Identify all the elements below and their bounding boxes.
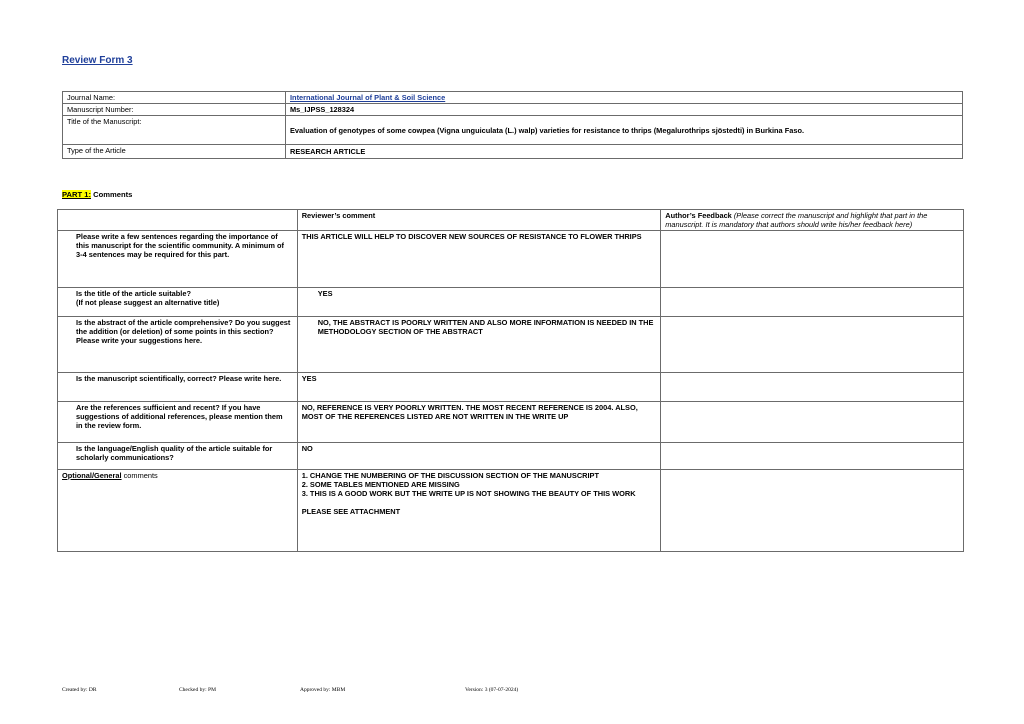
footer-created-by: Created by: DR (62, 687, 97, 693)
manuscript-info-table (62, 91, 963, 159)
review-comment: YES (297, 288, 661, 317)
review-comment: THIS ARTICLE WILL HELP TO DISCOVER NEW SOURCES OF RESISTANCE TO FLOWER THRIPS (297, 231, 661, 288)
review-row (58, 231, 964, 288)
footer-approved-by: Approved by: MBM (300, 687, 346, 693)
review-question: Are the references sufficient and recent? If you have suggestions of additional references, please mention them in the review form. (58, 402, 298, 443)
manuscript-number-label: Manuscript Number: (63, 104, 286, 116)
review-comment: YES (297, 373, 661, 402)
review-row (58, 402, 964, 443)
journal-link[interactable]: International Journal of Plant & Soil Science (286, 92, 963, 104)
review-question: Is the title of the article suitable? (If not please suggest an alternative title) (58, 288, 298, 317)
optional-line: 2. SOME TABLES MENTIONED ARE MISSING (301, 480, 460, 489)
optional-comments-text (297, 470, 661, 552)
review-question: Is the language/English quality of the article suitable for scholarly communications? (58, 443, 298, 470)
article-type-value: RESEARCH ARTICLE (286, 145, 963, 159)
optional-comments-row (58, 470, 964, 552)
author-feedback-cell[interactable] (661, 443, 964, 470)
author-feedback-header (661, 210, 964, 231)
author-feedback-cell[interactable] (661, 373, 964, 402)
form-title: Review Form 3 (62, 55, 133, 66)
author-feedback-note: (Please correct the manuscript and highlight that part in the manuscript. It is mandatory that authors should write his/her feedback here) (665, 211, 928, 229)
review-row (58, 443, 964, 470)
author-feedback-cell[interactable] (661, 402, 964, 443)
manuscript-title-value: Evaluation of genotypes of some cowpea (Vigna unguiculata (L.) walp) varieties for resistance to thrips (Megalurothrips sjöstedti) in Burkina Faso. (286, 116, 963, 145)
header-empty-cell (58, 210, 298, 231)
optional-line: PLEASE SEE ATTACHMENT (301, 507, 401, 516)
part-title: Comments (90, 190, 133, 199)
optional-label-bold: Optional/General (62, 471, 122, 480)
footer-version: Version: 3 (07-07-2024) (465, 687, 519, 693)
review-question: Is the abstract of the article comprehensive? Do you suggest the addition (or deletion) of some points in this section? Please write your suggestions here. (58, 317, 298, 373)
article-type-row (63, 145, 963, 159)
review-row (58, 288, 964, 317)
optional-comments-label (58, 470, 298, 552)
optional-label-rest: comments (121, 471, 158, 480)
review-question: Please write a few sentences regarding the importance of this manuscript for the scientific community. A minimum of 3-4 sentences may be required for this part. (58, 231, 298, 288)
author-feedback-cell[interactable] (661, 231, 964, 288)
review-row (58, 317, 964, 373)
manuscript-number-value: Ms_IJPSS_128324 (286, 104, 963, 116)
optional-line: 3. THIS IS A GOOD WORK BUT THE WRITE UP IS NOT SHOWING THE BEAUTY OF THIS WORK (301, 489, 636, 498)
review-comments-table (57, 209, 964, 552)
review-question: Is the manuscript scientifically, correct? Please write here. (58, 373, 298, 402)
optional-line: 1. CHANGE THE NUMBERING OF THE DISCUSSION SECTION OF THE MANUSCRIPT (301, 471, 600, 480)
manuscript-number-row (63, 104, 963, 116)
review-comment: NO, THE ABSTRACT IS POORLY WRITTEN AND ALSO MORE INFORMATION IS NEEDED IN THE METHODOLOGY SECTION OF THE ABSTRACT (297, 317, 661, 373)
reviewer-comment-header: Reviewer’s comment (297, 210, 661, 231)
author-feedback-cell[interactable] (661, 288, 964, 317)
journal-row (63, 92, 963, 104)
review-comment: NO (297, 443, 661, 470)
author-feedback-title: Author’s Feedback (665, 211, 732, 220)
author-feedback-cell[interactable] (661, 317, 964, 373)
manuscript-title-label: Title of the Manuscript: (63, 116, 286, 145)
journal-label: Journal Name: (63, 92, 286, 104)
review-comment: NO, REFERENCE IS VERY POORLY WRITTEN. THE MOST RECENT REFERENCE IS 2004. ALSO, MOST OF THE REFERENCES LISTED ARE NOT WRITTEN IN THE WRITE UP (297, 402, 661, 443)
part-heading (62, 190, 132, 199)
article-type-label: Type of the Article (63, 145, 286, 159)
manuscript-title-row (63, 116, 963, 145)
optional-line (302, 498, 657, 507)
review-header-row (58, 210, 964, 231)
part-label: PART 1: (62, 190, 91, 199)
footer-checked-by: Checked by: PM (179, 687, 216, 693)
review-row (58, 373, 964, 402)
author-feedback-cell[interactable] (661, 470, 964, 552)
